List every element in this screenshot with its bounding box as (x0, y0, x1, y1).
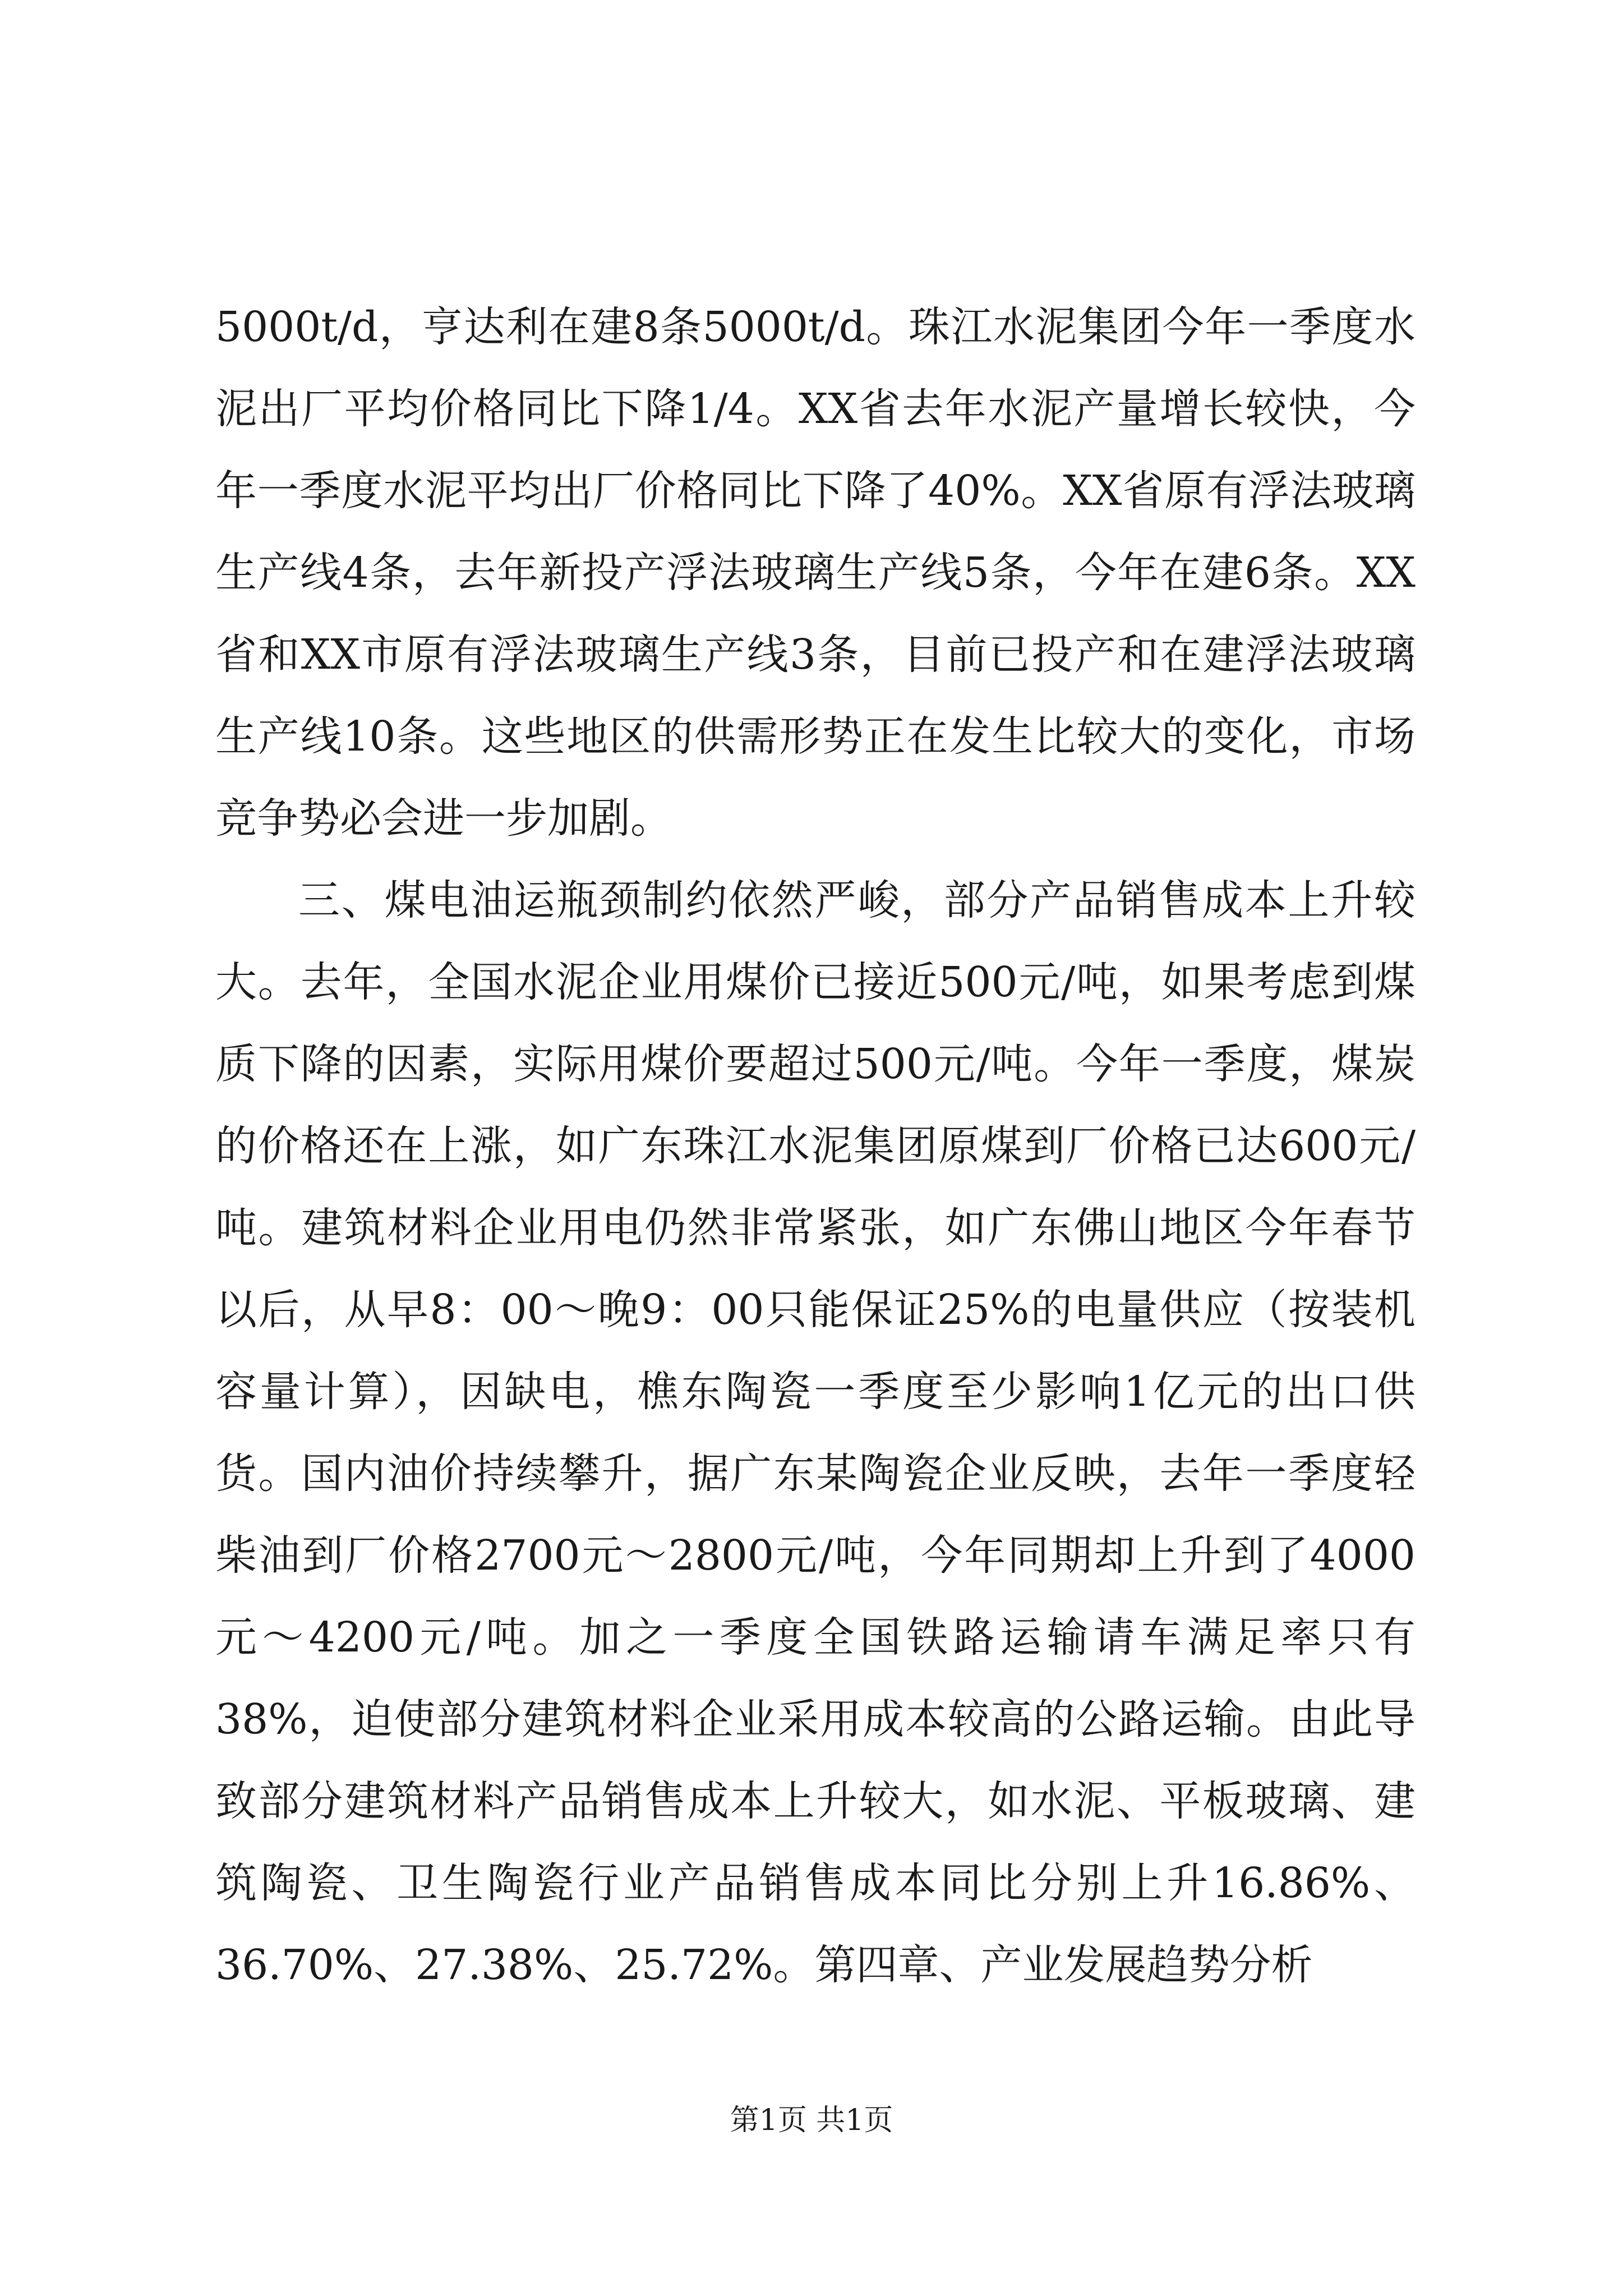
paragraph-1: 5000t/d，亨达利在建8条5000t/d。珠江水泥集团今年一季度水泥出厂平均价格同比下降1/4。XX省去年水泥产量增长较快，今年一季度水泥平均出厂价格同比下降了40%。XX省原有浮法玻璃生产线4条，去年新投产浮法玻璃生产线5条，今年在建6条。XX省和XX市原有浮法玻璃生产线3条，目前已投产和在建浮法玻璃生产线10条。这些地区的供需形势正在发生比较大的变化，市场竞争势必会进一步加剧。 (215, 303, 1415, 843)
page-footer: 第1页 共1页 (730, 2104, 893, 2137)
document-body (215, 286, 1415, 2006)
paragraph-2: 三、煤电油运瓶颈制约依然严峻，部分产品销售成本上升较大。去年，全国水泥企业用煤价已接近500元/吨，如果考虑到煤质下降的因素，实际用煤价要超过500元/吨。今年一季度，煤炭的价格还在上涨，如广东珠江水泥集团原煤到厂价格已达600元/吨。建筑材料企业用电仍然非常紧张，如广东佛山地区今年春节以后，从早8：00～晚9：00只能保证25%的电量供应（按装机容量计算），因缺电，樵东陶瓷一季度至少影响1亿元的出口供货。国内油价持续攀升，据广东某陶瓷企业反映，去年一季度轻柴油到厂价格2700元～2800元/吨，今年同期却上升到了4000元～4200元/吨。加之一季度全国铁路运输请车满足率只有38%，迫使部分建筑材料企业采用成本较高的公路运输。由此导致部分建筑材料产品销售成本上升较大，如水泥、平板玻璃、建筑陶瓷、卫生陶瓷行业产品销售成本同比分别上升16.86%、36.70%、27.38%、25.72%。第四章、产业发展趋势分析 (215, 876, 1415, 1989)
